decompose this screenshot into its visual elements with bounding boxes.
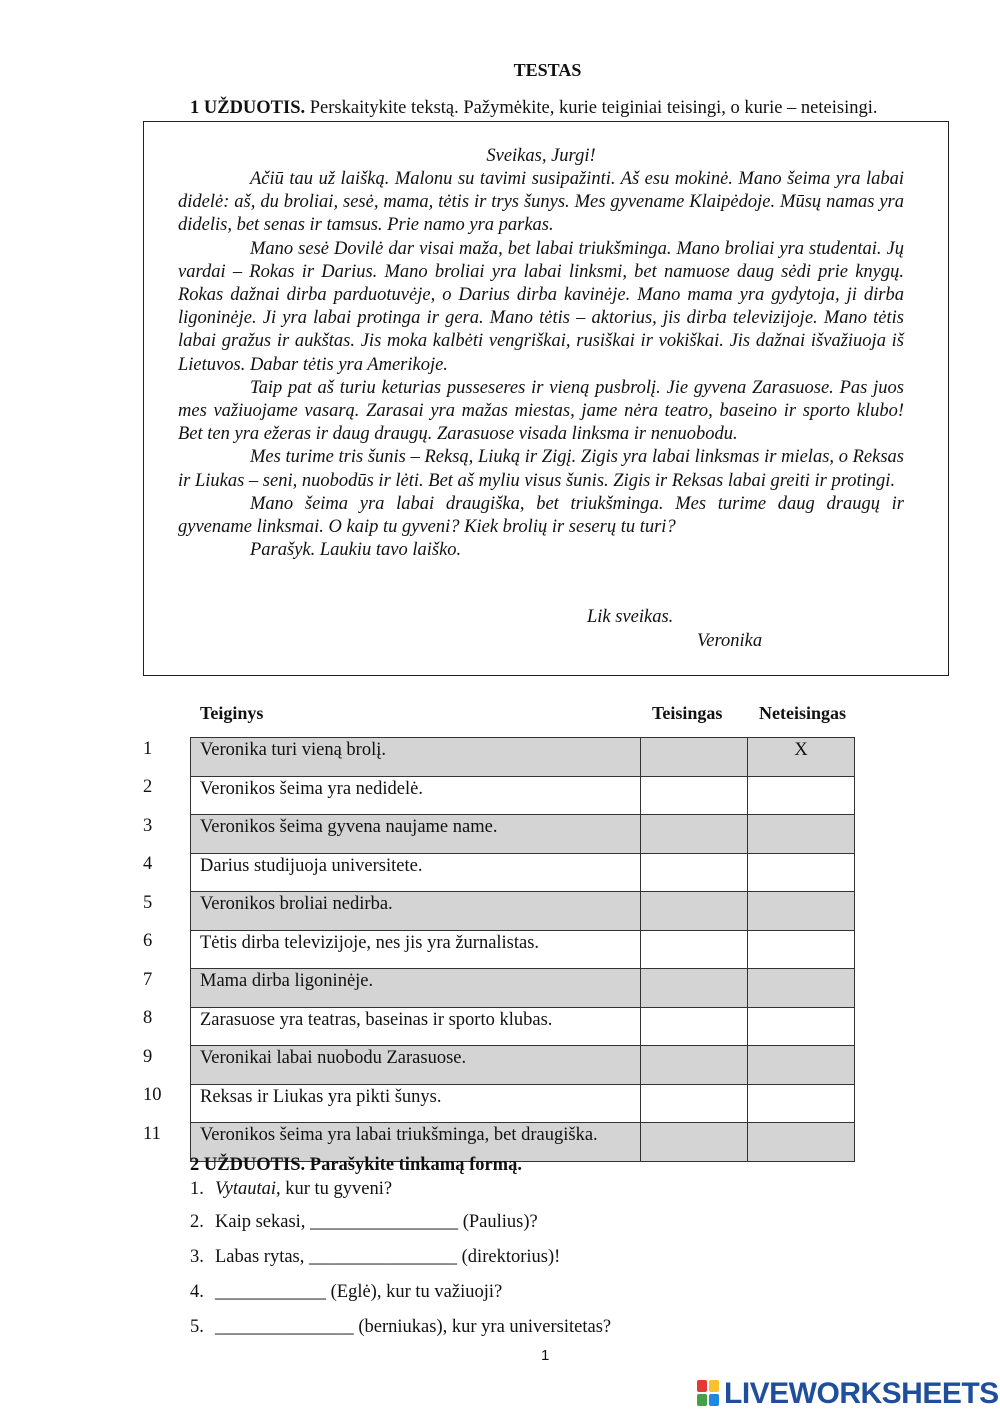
table-row <box>143 1007 855 1046</box>
row-number: 2 <box>143 777 153 797</box>
item-hint: (Paulius)? <box>458 1212 538 1232</box>
row-number: 1 <box>143 738 153 759</box>
statement-text: Veronikos šeima yra nedidelė. <box>191 776 641 815</box>
true-answer-box[interactable] <box>641 1007 748 1046</box>
item-text: Kaip sekasi, <box>215 1212 311 1232</box>
letter-paragraph: Mano sesė Dovilė dar visai maža, bet labai triukšminga. Mano broliai yra studentai. Jų vardai – Rokas ir Darius. Mano broliai yra labai linksmi, bet namuose daug sėdi prie knygų. Rokas dažnai dirba parduotuvėje, o Darius dirba kavinėje. Mano mama yra gydytoja, ji dirba ligoninėje. Ji yra labai protinga ir gera. Mano tėtis – aktorius, jis dirba televizijoje. Mano tėtis labai gražus ir aukštas. Jis moka kalbėti vengriškai, rusiškai ir vokiškai. Jis dažnai išvažiuoja iš Lietuvos. Dabar tėtis yra Amerikoje. <box>178 238 904 375</box>
answer-blank[interactable]: ________________ <box>309 1247 458 1267</box>
task1-label: 1 UŽDUOTIS. <box>190 98 306 118</box>
true-answer-box[interactable] <box>641 1123 748 1162</box>
row-number: 6 <box>143 931 153 951</box>
statements-table <box>143 737 855 1162</box>
row-number: 11 <box>143 1123 161 1144</box>
letter-paragraph: Mes turime tris šunis – Reksą, Liuką ir Zigį. Zigis yra labai linksmas ir mielas, o Reksas ir Liukas – seni, nuobodūs ir lėti. Bet aš myliu visus šunis. Zigis ir Reksas labai greiti ir protingi. <box>178 447 904 491</box>
table-row <box>143 969 855 1008</box>
item-number: 3. <box>190 1247 204 1267</box>
letter-signature: Veronika <box>697 631 763 651</box>
logo-squares-icon <box>697 1380 721 1407</box>
row-number: 5 <box>143 892 153 913</box>
statement-text: Darius studijuoja universitete. <box>191 853 641 892</box>
header-false: Neteisingas <box>759 703 846 723</box>
item-hint: (berniukas), kur yra universitetas? <box>353 1317 612 1337</box>
false-answer-box[interactable] <box>748 853 855 892</box>
answer-blank[interactable]: ________________ <box>310 1212 459 1232</box>
row-number: 7 <box>143 969 153 990</box>
table-row <box>143 1084 855 1123</box>
table-row <box>143 815 855 854</box>
true-answer-box[interactable] <box>641 738 748 777</box>
letter-paragraph: Mano šeima yra labai draugiška, bet triukšminga. Mes turime daug draugų ir gyvename linksmai. O kaip tu gyveni? Kiek brolių ir seserų tu turi? <box>178 493 904 538</box>
letter-closing: Lik sveikas. <box>587 607 674 627</box>
table-row <box>143 892 855 931</box>
statement-text: Veronikos šeima yra labai triukšminga, bet draugiška. <box>191 1123 641 1162</box>
task2-item <box>190 1212 538 1233</box>
row-number: 4 <box>143 854 153 874</box>
false-answer-box[interactable] <box>748 892 855 931</box>
statement-text: Veronika turi vieną brolį. <box>191 738 641 777</box>
true-answer-box[interactable] <box>641 930 748 969</box>
task2-heading: 2 UŽDUOTIS. Parašykite tinkamą formą. <box>190 1155 522 1175</box>
letter-paragraph: Ačiū tau už laišką. Malonu su tavimi susipažinti. Aš esu mokinė. Mano šeima yra labai didelė: aš, du broliai, sesė, mama, tėtis ir trys šunys. Mes gyvename Klaipėdoje. Mūsų namas yra didelis, bet senas ir tamsus. Prie namo yra parkas. <box>178 169 904 236</box>
statement-text: Veronikos broliai nedirba. <box>191 892 641 931</box>
statement-text: Veronikos šeima gyvena naujame name. <box>191 815 641 854</box>
false-answer-box[interactable] <box>748 969 855 1008</box>
statement-text: Reksas ir Liukas yra pikti šunys. <box>191 1084 641 1123</box>
letter-paragraph: Parašyk. Laukiu tavo laiško. <box>250 540 462 561</box>
row-number: 10 <box>143 1085 162 1105</box>
example-answer: Vytautai <box>215 1179 276 1199</box>
true-answer-box[interactable] <box>641 815 748 854</box>
row-number: 9 <box>143 1046 153 1067</box>
item-number: 1. <box>190 1179 204 1199</box>
table-row <box>143 738 855 777</box>
header-true: Teisingas <box>652 703 723 723</box>
false-answer-box[interactable] <box>748 1007 855 1046</box>
letter-paragraph: Taip pat aš turiu keturias pusseseres ir vieną pusbrolį. Jie gyvena Zarasuose. Pas juos mes važiuojame vasarą. Zarasai yra mažas miestas, jame nėra teatro, baseino ir sporto klubo! Bet ten yra ežeras ir daug draugų. Zarasuose visada linksma ir nenuobodu. <box>178 377 904 445</box>
task2-item <box>190 1247 560 1268</box>
table-row <box>143 930 855 969</box>
task1-text: Perskaitykite tekstą. Pažymėkite, kurie teiginiai teisingi, o kurie – neteisingi. <box>309 98 878 118</box>
task2-item <box>190 1282 502 1303</box>
table-row <box>143 853 855 892</box>
false-answer-box[interactable] <box>748 930 855 969</box>
item-number: 2. <box>190 1212 204 1232</box>
item-hint: (direktorius)! <box>457 1247 561 1267</box>
page-number: 1 <box>541 1347 550 1364</box>
false-answer-box[interactable] <box>748 1084 855 1123</box>
task2-item <box>190 1179 392 1200</box>
header-statement: Teiginys <box>200 703 264 723</box>
task1-instruction <box>190 98 877 119</box>
false-answer-box[interactable] <box>748 776 855 815</box>
letter-greeting: Sveikas, Jurgi! <box>486 146 596 166</box>
row-number: 8 <box>143 1008 153 1028</box>
logo-text: LIVEWORKSHEETS <box>724 1377 999 1410</box>
false-answer-box[interactable] <box>748 1046 855 1085</box>
task2-item <box>190 1317 611 1338</box>
statement-text: Veronikai labai nuobodu Zarasuose. <box>191 1046 641 1085</box>
true-answer-box[interactable] <box>641 776 748 815</box>
true-answer-box[interactable] <box>641 853 748 892</box>
item-number: 4. <box>190 1282 204 1302</box>
table-row <box>143 1046 855 1085</box>
page-title: TESTAS <box>513 60 582 80</box>
item-hint: (Eglė), kur tu važiuoji? <box>326 1282 503 1302</box>
answer-blank[interactable]: ____________ <box>215 1282 326 1302</box>
false-answer-box[interactable]: X <box>748 738 855 777</box>
row-number: 3 <box>143 815 153 836</box>
false-answer-box[interactable] <box>748 1123 855 1162</box>
answer-blank[interactable]: _______________ <box>215 1317 354 1337</box>
statement-text: Zarasuose yra teatras, baseinas ir sporto klubas. <box>191 1007 641 1046</box>
item-number: 5. <box>190 1317 204 1337</box>
true-answer-box[interactable] <box>641 1084 748 1123</box>
item-text: , kur tu gyveni? <box>275 1179 393 1199</box>
false-answer-box[interactable] <box>748 815 855 854</box>
true-answer-box[interactable] <box>641 969 748 1008</box>
true-answer-box[interactable] <box>641 1046 748 1085</box>
item-text: Labas rytas, <box>215 1247 310 1267</box>
table-row <box>143 776 855 815</box>
true-answer-box[interactable] <box>641 892 748 931</box>
statement-text: Tėtis dirba televizijoje, nes jis yra žurnalistas. <box>191 930 641 969</box>
statement-text: Mama dirba ligoninėje. <box>191 969 641 1008</box>
